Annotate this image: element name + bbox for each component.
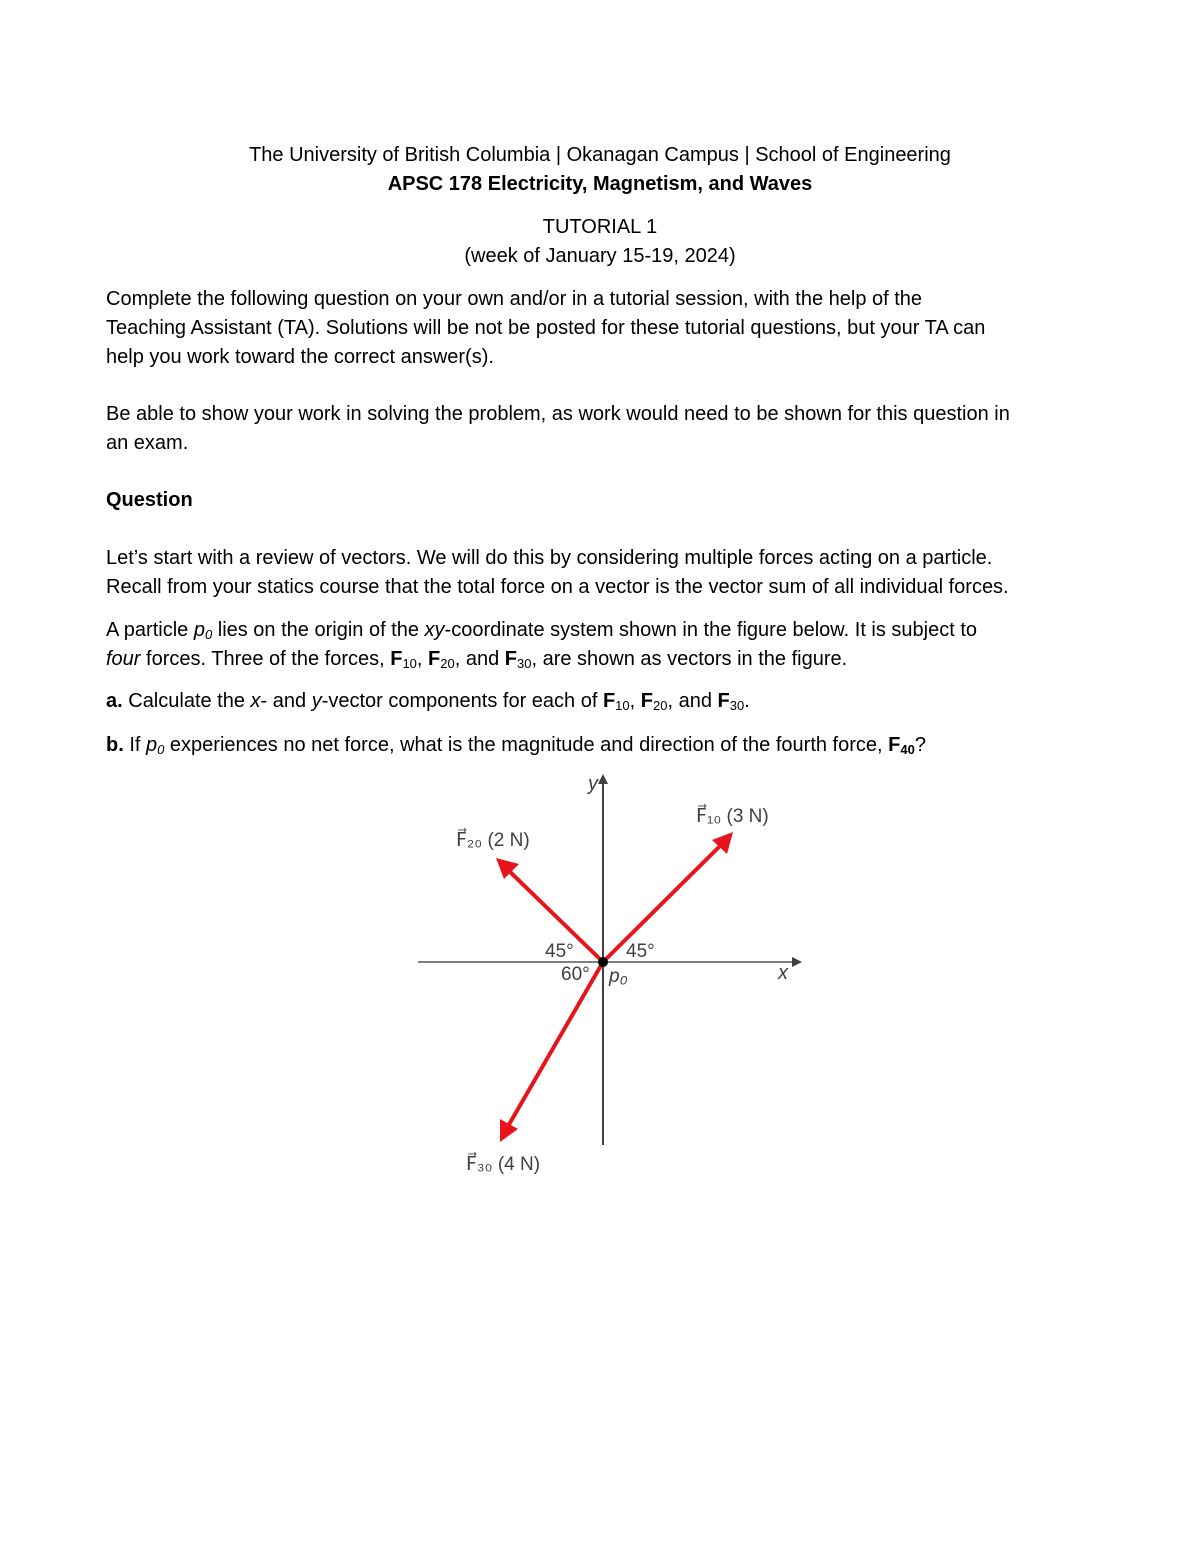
f30-label: F⃗₃₀ (4 N)	[466, 1154, 541, 1175]
f20-label: F⃗₂₀ (2 N)	[456, 830, 530, 851]
part-b: b. If $p_0$ experiences no net force, what is the magnitude and direction of the fourth force, $F_{40}$?	[106, 734, 926, 757]
particle-line-1: A particle $p_0$ lies on the origin of the xy-coordinate system shown in the figure below. It is subject to	[106, 619, 978, 642]
intro-line-3: help you work toward the correct answer(s).	[106, 346, 494, 368]
f30-angle-label: 60°	[561, 964, 590, 985]
f10-arrow	[603, 842, 724, 962]
f10-label: F⃗₁₀ (3 N)	[696, 806, 769, 827]
intro2-line-2: an exam.	[106, 432, 189, 454]
question-line-1: Let’s start with a review of vectors. We will do this by considering multiple forces acting on a particle.	[106, 547, 993, 569]
intro2-line-1: Be able to show your work in solving the problem, as work would need to be shown for this question in	[106, 403, 1010, 425]
part-b-label: b.	[106, 734, 124, 756]
force-diagram	[410, 770, 810, 1180]
f30-arrow	[507, 962, 603, 1128]
f10-angle-label: 45°	[626, 941, 655, 962]
particle-line-2: four forces. Three of the forces, $F_{10}$, $F_{20}$, and $F_{30}$, are shown as vectors in the figure.	[106, 648, 848, 671]
tutorial-week: (week of January 15-19, 2024)	[464, 245, 736, 267]
question-line-2: Recall from your statics course that the total force on a vector is the vector sum of all individual forces.	[106, 576, 1009, 598]
part-a: a. Calculate the x- and y-vector components for each of $F_{10}$, $F_{20}$, and $F_{30}$.	[106, 690, 750, 713]
course-title: APSC 178 Electricity, Magnetism, and Waves	[387, 173, 813, 195]
question-heading: Question	[106, 489, 193, 511]
tutorial-title: TUTORIAL 1	[542, 216, 658, 238]
part-a-label: a.	[106, 690, 123, 712]
x-axis-arrowhead	[792, 957, 802, 967]
intro-line-2: Teaching Assistant (TA). Solutions will be not be posted for these tutorial questions, but your TA can	[106, 317, 986, 339]
y-axis-arrowhead	[598, 774, 608, 784]
intro-line-1: Complete the following question on your own and/or in a tutorial session, with the help of the	[106, 288, 923, 310]
origin-label: p₀	[609, 966, 628, 987]
y-axis-label: y	[588, 773, 598, 795]
origin-point	[598, 957, 608, 967]
x-axis-label: x	[778, 962, 788, 984]
f20-angle-label: 45°	[545, 941, 574, 962]
institution-line: The University of British Columbia | Okanagan Campus | School of Engineering	[249, 144, 951, 166]
